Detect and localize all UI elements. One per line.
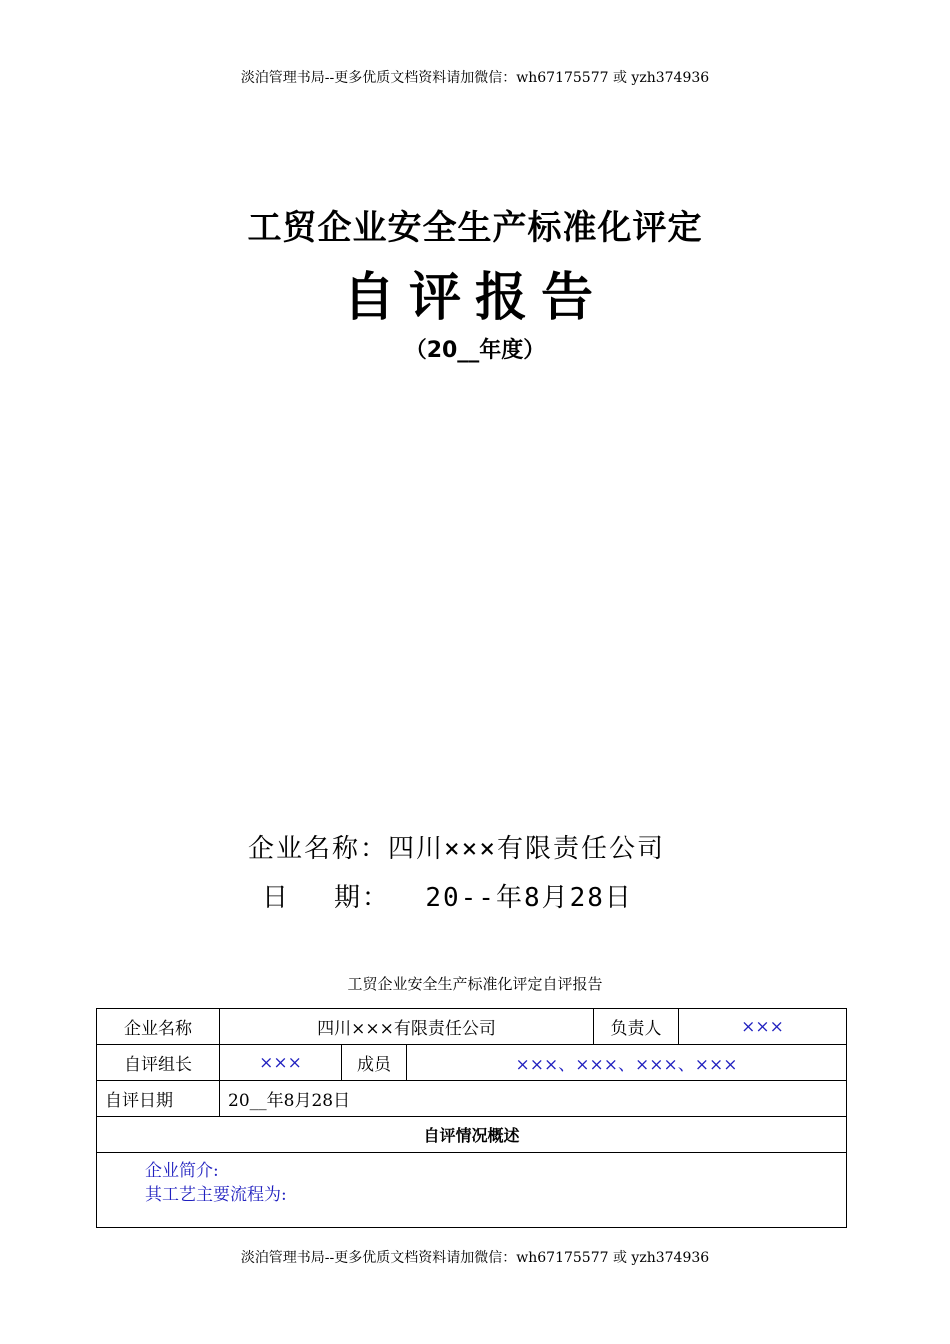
group-leader-value: ×××	[220, 1045, 342, 1081]
company-name-label: 企业名称	[97, 1009, 220, 1045]
table-row	[97, 1117, 847, 1153]
report-title-line1: 工贸企业安全生产标准化评定	[247, 208, 703, 248]
report-year: （20__年度）	[404, 338, 546, 363]
members-value: ×××、×××、×××、×××	[407, 1045, 847, 1081]
table-row	[97, 1009, 847, 1045]
table-row	[97, 1081, 847, 1117]
table-row	[97, 1045, 847, 1081]
report-title-line2: 自评报告	[342, 268, 607, 328]
cover-company-row	[248, 828, 665, 865]
self-evaluation-table	[96, 1008, 847, 1228]
page-header: 淡泊管理书局--更多优质文档资料请加微信：wh67175577 或 yzh374936	[240, 70, 710, 86]
cover-date-label-2: 期：	[334, 883, 391, 913]
process-flow-label: 其工艺主要流程为:	[145, 1185, 287, 1205]
table-row	[97, 1153, 847, 1228]
cover-date-row	[262, 877, 633, 914]
leader-label: 负责人	[594, 1009, 679, 1045]
company-intro-label: 企业简介:	[145, 1161, 219, 1181]
company-name-value: 四川×××有限责任公司	[220, 1009, 594, 1045]
table-caption: 工贸企业安全生产标准化评定自评报告	[347, 975, 603, 993]
evaluation-date-value: 20__年8月28日	[220, 1081, 847, 1117]
evaluation-date-label: 自评日期	[97, 1081, 220, 1117]
cover-company-value: 四川×××有限责任公司	[388, 834, 665, 864]
members-label: 成员	[342, 1045, 407, 1081]
overview-content	[97, 1153, 847, 1228]
cover-date-value: 20--年8月28日	[425, 883, 633, 913]
leader-value: ×××	[679, 1009, 847, 1045]
cover-date-label-1: 日	[262, 883, 291, 913]
cover-company-label: 企业名称：	[248, 834, 389, 864]
overview-section-title: 自评情况概述	[97, 1117, 847, 1153]
group-leader-label: 自评组长	[97, 1045, 220, 1081]
page-footer: 淡泊管理书局--更多优质文档资料请加微信：wh67175577 或 yzh374936	[240, 1250, 710, 1266]
